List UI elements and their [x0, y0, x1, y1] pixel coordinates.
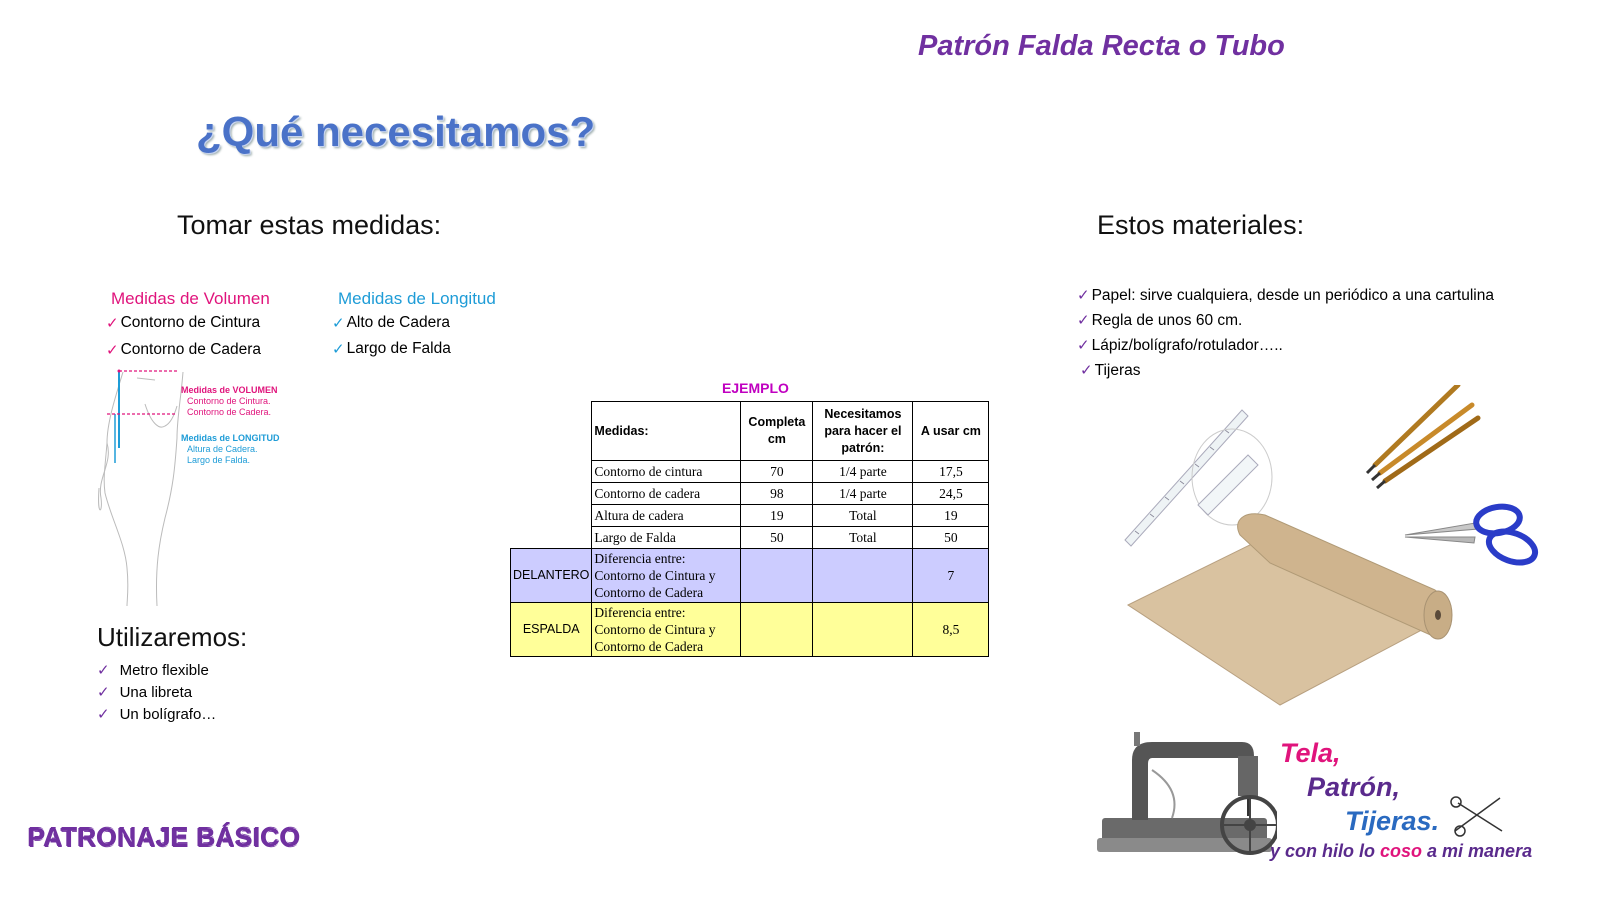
material-item: ✓ Regla de unos 60 cm. [1077, 312, 1243, 329]
table-row: Largo de Falda 50 Total 50 [511, 527, 989, 549]
table-header: Necesitamos para hacer el patrón: [813, 402, 913, 461]
tool-item: ✓ Una libreta [97, 684, 193, 701]
logo-line1: Tela, [1280, 738, 1341, 768]
tools-heading: Utilizaremos: [97, 622, 248, 652]
table-header: A usar cm [913, 402, 989, 461]
logo-line3: Tijeras. [1345, 806, 1440, 836]
tool-item: ✓ Metro flexible [97, 662, 209, 679]
page-title: Patrón Falda Recta o Tubo [918, 30, 1285, 62]
volume-item: ✓ Contorno de Cintura [106, 314, 261, 332]
check-icon: ✓ [332, 341, 345, 358]
length-item: ✓ Largo de Falda [332, 340, 451, 358]
tools-list [97, 660, 216, 726]
check-icon: ✓ [106, 315, 119, 332]
check-icon: ✓ [97, 684, 110, 701]
footer-label: PATRONAJE BÁSICO [28, 822, 301, 852]
measures-heading: Tomar estas medidas: [177, 210, 442, 240]
example-table [510, 401, 989, 657]
check-icon: ✓ [332, 315, 345, 332]
material-item: ✓ Papel: sirve cualquiera, desde un periódico a una cartulina [1077, 287, 1494, 304]
length-measures-title: Medidas de Longitud [338, 289, 496, 308]
materials-list [1077, 283, 1494, 383]
tool-item: ✓ Un bolígrafo… [97, 706, 217, 723]
main-question-heading: ¿Qué necesitamos? [196, 108, 596, 155]
volume-item: ✓ Contorno de Cadera [106, 341, 262, 359]
check-icon: ✓ [97, 706, 110, 723]
length-item: ✓ Alto de Cadera [332, 314, 450, 332]
material-item: ✓ Tijeras [1080, 362, 1141, 379]
check-icon: ✓ [1077, 337, 1090, 354]
table-header: Completa cm [741, 402, 813, 461]
materials-illustration [1120, 385, 1540, 730]
check-icon: ✓ [97, 662, 110, 679]
pencils-icon [1367, 385, 1478, 488]
check-icon: ✓ [1080, 362, 1093, 379]
table-header: Medidas: [592, 402, 741, 461]
materials-heading: Estos materiales: [1097, 210, 1305, 240]
body-measure-figure [85, 368, 185, 608]
material-item: ✓ Lápiz/bolígrafo/rotulador….. [1077, 337, 1283, 354]
table-row: Contorno de cintura 70 1/4 parte 17,5 [511, 461, 989, 483]
figure-legend: Medidas de VOLUMEN Contorno de Cintura. Contorno de Cadera. Medidas de LONGITUD Altura de Cadera. Largo de Falda. [181, 385, 280, 465]
sewing-machine-icon [1092, 730, 1277, 865]
logo-tagline: y con hilo lo coso a mi manera [1270, 841, 1533, 861]
logo-scissors-icon [1450, 793, 1510, 838]
check-icon: ✓ [1077, 312, 1090, 329]
check-icon: ✓ [1077, 287, 1090, 304]
table-row-delantero: DELANTERO Diferencia entre: Contorno de Cintura y Contorno de Cadera 7 [511, 549, 989, 603]
table-row: Altura de cadera 19 Total 19 [511, 505, 989, 527]
paper-roll-icon [1128, 514, 1452, 705]
scissors-icon [1405, 503, 1539, 568]
table-row-espalda: ESPALDA Diferencia entre: Contorno de Cintura y Contorno de Cadera 8,5 [511, 603, 989, 657]
volume-measures-title: Medidas de Volumen [111, 289, 270, 308]
check-icon: ✓ [106, 342, 119, 359]
logo-line2: Patrón, [1307, 772, 1401, 802]
example-title: EJEMPLO [722, 380, 789, 396]
table-row: Contorno de cadera 98 1/4 parte 24,5 [511, 483, 989, 505]
